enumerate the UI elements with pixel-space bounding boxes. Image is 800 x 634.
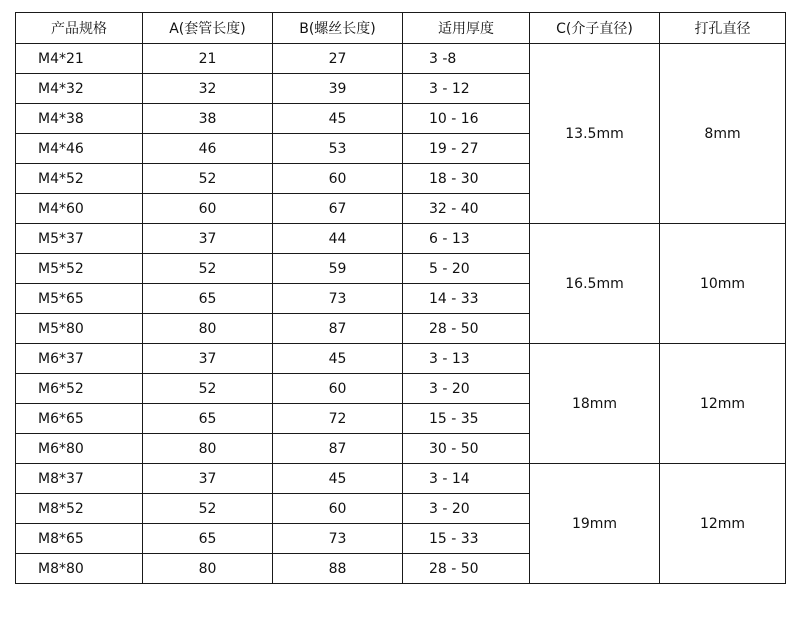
cell-screw-length: 72 [273,404,403,434]
cell-sleeve-length: 80 [143,434,273,464]
cell-screw-length: 45 [273,104,403,134]
cell-model: M4*38 [16,104,143,134]
cell-sleeve-length: 37 [143,224,273,254]
cell-screw-length: 73 [273,284,403,314]
cell-thickness: 3 -8 [403,44,530,74]
cell-screw-length: 53 [273,134,403,164]
cell-sleeve-length: 60 [143,194,273,224]
header-thickness: 适用厚度 [403,13,530,44]
cell-sleeve-length: 32 [143,74,273,104]
cell-model: M4*52 [16,164,143,194]
cell-sleeve-length: 21 [143,44,273,74]
cell-thickness: 19 - 27 [403,134,530,164]
cell-model: M5*80 [16,314,143,344]
cell-thickness: 28 - 50 [403,314,530,344]
header-drill-diameter: 打孔直径 [660,13,786,44]
table-header [16,13,786,44]
cell-sleeve-length: 37 [143,344,273,374]
cell-thickness: 3 - 20 [403,374,530,404]
cell-sleeve-length: 38 [143,104,273,134]
cell-washer-diameter: 19mm [530,464,660,584]
cell-screw-length: 67 [273,194,403,224]
header-model: 产品规格 [16,13,143,44]
cell-screw-length: 73 [273,524,403,554]
table-row [16,44,786,74]
cell-washer-diameter: 18mm [530,344,660,464]
cell-screw-length: 88 [273,554,403,584]
cell-model: M4*46 [16,134,143,164]
cell-sleeve-length: 52 [143,164,273,194]
cell-thickness: 30 - 50 [403,434,530,464]
cell-thickness: 3 - 20 [403,494,530,524]
cell-screw-length: 87 [273,434,403,464]
cell-sleeve-length: 65 [143,404,273,434]
table-row [16,344,786,374]
cell-model: M8*52 [16,494,143,524]
cell-model: M5*65 [16,284,143,314]
cell-sleeve-length: 65 [143,524,273,554]
cell-model: M5*52 [16,254,143,284]
cell-washer-diameter: 13.5mm [530,44,660,224]
header-sleeve-length: A(套管长度) [143,13,273,44]
cell-sleeve-length: 80 [143,554,273,584]
cell-model: M6*65 [16,404,143,434]
header-screw-length: B(螺丝长度) [273,13,403,44]
cell-thickness: 5 - 20 [403,254,530,284]
cell-model: M4*21 [16,44,143,74]
cell-sleeve-length: 37 [143,464,273,494]
cell-screw-length: 27 [273,44,403,74]
cell-model: M4*32 [16,74,143,104]
cell-screw-length: 45 [273,344,403,374]
cell-sleeve-length: 52 [143,374,273,404]
cell-thickness: 3 - 14 [403,464,530,494]
cell-thickness: 28 - 50 [403,554,530,584]
cell-model: M8*65 [16,524,143,554]
cell-thickness: 15 - 35 [403,404,530,434]
cell-sleeve-length: 46 [143,134,273,164]
cell-thickness: 6 - 13 [403,224,530,254]
cell-thickness: 18 - 30 [403,164,530,194]
cell-screw-length: 39 [273,74,403,104]
cell-drill-diameter: 12mm [660,464,786,584]
cell-model: M4*60 [16,194,143,224]
cell-screw-length: 59 [273,254,403,284]
cell-screw-length: 60 [273,374,403,404]
table-row [16,464,786,494]
cell-drill-diameter: 10mm [660,224,786,344]
cell-screw-length: 60 [273,494,403,524]
cell-thickness: 15 - 33 [403,524,530,554]
header-row [16,13,786,44]
cell-sleeve-length: 65 [143,284,273,314]
cell-thickness: 14 - 33 [403,284,530,314]
cell-sleeve-length: 80 [143,314,273,344]
cell-drill-diameter: 12mm [660,344,786,464]
cell-thickness: 32 - 40 [403,194,530,224]
cell-model: M5*37 [16,224,143,254]
cell-model: M8*37 [16,464,143,494]
cell-model: M6*80 [16,434,143,464]
cell-washer-diameter: 16.5mm [530,224,660,344]
cell-model: M6*52 [16,374,143,404]
cell-thickness: 3 - 12 [403,74,530,104]
cell-sleeve-length: 52 [143,254,273,284]
header-washer-diameter: C(介子直径) [530,13,660,44]
spec-table [15,12,786,584]
cell-thickness: 3 - 13 [403,344,530,374]
cell-sleeve-length: 52 [143,494,273,524]
cell-model: M6*37 [16,344,143,374]
cell-model: M8*80 [16,554,143,584]
table-body [16,44,786,584]
cell-screw-length: 60 [273,164,403,194]
cell-screw-length: 44 [273,224,403,254]
table-row [16,224,786,254]
cell-screw-length: 45 [273,464,403,494]
cell-thickness: 10 - 16 [403,104,530,134]
cell-screw-length: 87 [273,314,403,344]
cell-drill-diameter: 8mm [660,44,786,224]
